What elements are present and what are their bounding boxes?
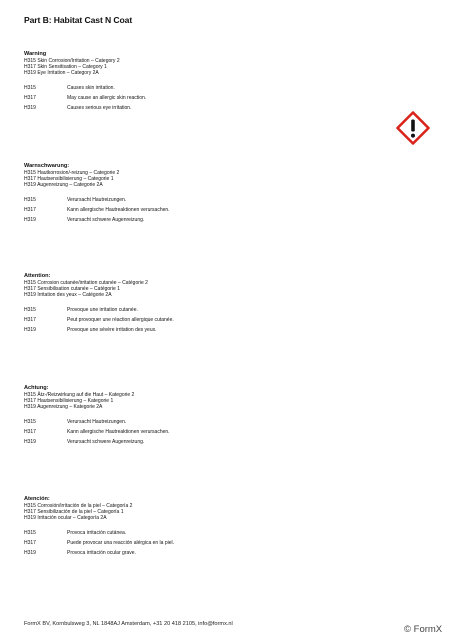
hazard-statement bbox=[24, 85, 424, 91]
hazard-statement bbox=[24, 307, 424, 313]
hazard-section-en bbox=[24, 51, 424, 115]
statement-text: Causes serious eye irritation. bbox=[67, 105, 132, 112]
statement-text: Kann allergische Hautreaktionen verursachen. bbox=[67, 207, 170, 214]
classification-line: H317 Hautsensibilisierung – Categorie 1 bbox=[24, 176, 114, 183]
classification-line: H317 Skin Sensitisation – Category 1 bbox=[24, 64, 107, 71]
hazard-statement bbox=[24, 419, 424, 425]
statement-text: Verursacht schwere Augenreizung. bbox=[67, 439, 145, 446]
statement-code: H315 bbox=[24, 530, 36, 537]
signal-word: Atención: bbox=[24, 496, 50, 502]
statement-text: Puede provocar una reacción alérgica en la piel. bbox=[67, 540, 175, 547]
classification-line: H317 Sensibilización de la piel – Categoría 1 bbox=[24, 509, 124, 516]
hazard-section-es bbox=[24, 496, 424, 560]
hazard-statement bbox=[24, 207, 424, 213]
hazard-statements bbox=[24, 197, 424, 223]
document-title: Part B: Habitat Cast N Coat bbox=[24, 15, 133, 25]
statement-text: Provoca irritación cutánea. bbox=[67, 530, 127, 537]
statement-text: Provoca irritación ocular grave. bbox=[67, 550, 136, 557]
signal-word: Attention: bbox=[24, 273, 51, 279]
hazard-section-de-2 bbox=[24, 385, 424, 449]
hazard-section-de-1 bbox=[24, 163, 424, 227]
statement-text: Verursacht schwere Augenreizung. bbox=[67, 217, 145, 224]
statement-text: Verursacht Hautreizungen. bbox=[67, 419, 127, 426]
statement-code: H317 bbox=[24, 207, 36, 214]
classification-line: H315 Hautkorrosion/-reizung – Categorie 2 bbox=[24, 170, 120, 176]
classification-line: H319 Augenreizung – Kategorie 2A bbox=[24, 404, 103, 411]
statement-code: H315 bbox=[24, 197, 36, 204]
statement-text: Peut provoquer une réaction allergique cutanée. bbox=[67, 317, 174, 324]
statement-code: H317 bbox=[24, 317, 36, 324]
statement-code: H319 bbox=[24, 217, 36, 224]
hazard-statement bbox=[24, 317, 424, 323]
statement-code: H317 bbox=[24, 95, 36, 102]
hazard-statements bbox=[24, 307, 424, 333]
statement-text: Kann allergische Hautreaktionen verursachen. bbox=[67, 429, 170, 436]
hazard-section-fr bbox=[24, 273, 424, 337]
statement-code: H319 bbox=[24, 550, 36, 557]
hazard-statement bbox=[24, 540, 424, 546]
hazard-statement bbox=[24, 327, 424, 333]
statement-code: H319 bbox=[24, 327, 36, 334]
hazard-statements bbox=[24, 85, 424, 111]
classification-line: H319 Augenreizung – Categorie 2A bbox=[24, 182, 103, 189]
statement-code: H315 bbox=[24, 307, 36, 314]
classification-line: H315 Ätz-/Reizwirkung auf die Haut – Kategorie 2 bbox=[24, 392, 135, 398]
classification-line: H319 Irritation des yeux – Catégorie 2A bbox=[24, 292, 112, 299]
footer-address: FormX BV, Kornbulsweg 3, NL 1848AJ Amsterdam, +31 20 418 2105, info@formx.nl bbox=[24, 621, 233, 627]
classification-line: H315 Corrosión/irritación de la piel – Categoría 2 bbox=[24, 503, 133, 509]
statement-text: Verursacht Hautreizungen. bbox=[67, 197, 127, 204]
brand-copyright: © FormX bbox=[404, 624, 443, 635]
hazard-statement bbox=[24, 530, 424, 536]
hazard-statement bbox=[24, 439, 424, 445]
statement-code: H319 bbox=[24, 105, 36, 112]
hazard-statement bbox=[24, 429, 424, 435]
statement-code: H317 bbox=[24, 429, 36, 436]
statement-text: Provoque une sévère irritation des yeux. bbox=[67, 327, 157, 334]
exclamation-mark-diamond-icon bbox=[396, 111, 430, 145]
hazard-statement bbox=[24, 95, 424, 101]
signal-word: Warnschwarung: bbox=[24, 163, 70, 169]
classification-line: H317 Hautsensibilisierung – Kategorie 1 bbox=[24, 398, 114, 405]
statement-code: H319 bbox=[24, 439, 36, 446]
classification-line: H317 Sensibilisation cutanée – Catégorie 1 bbox=[24, 286, 120, 293]
hazard-statement bbox=[24, 550, 424, 556]
hazard-statement bbox=[24, 197, 424, 203]
classification-line: H315 Skin Corrosion/Irritation – Category 2 bbox=[24, 58, 120, 64]
signal-word: Achtung: bbox=[24, 385, 49, 391]
statement-text: May cause an allergic skin reaction. bbox=[67, 95, 147, 102]
hazard-statement bbox=[24, 105, 424, 111]
statement-code: H315 bbox=[24, 419, 36, 426]
hazard-statements bbox=[24, 530, 424, 556]
hazard-statement bbox=[24, 217, 424, 223]
statement-text: Causes skin irritation. bbox=[67, 85, 115, 92]
statement-text: Provoque une irritation cutanée. bbox=[67, 307, 138, 314]
signal-word: Warning bbox=[24, 51, 47, 57]
classification-line: H319 Irritación ocular – Categoría 2A bbox=[24, 515, 107, 522]
classification-line: H315 Corrosion cutanée/irritation cutanée – Catégorie 2 bbox=[24, 280, 148, 286]
statement-code: H315 bbox=[24, 85, 36, 92]
classification-line: H319 Eye Irritation – Category 2A bbox=[24, 70, 99, 77]
hazard-statements bbox=[24, 419, 424, 445]
statement-code: H317 bbox=[24, 540, 36, 547]
